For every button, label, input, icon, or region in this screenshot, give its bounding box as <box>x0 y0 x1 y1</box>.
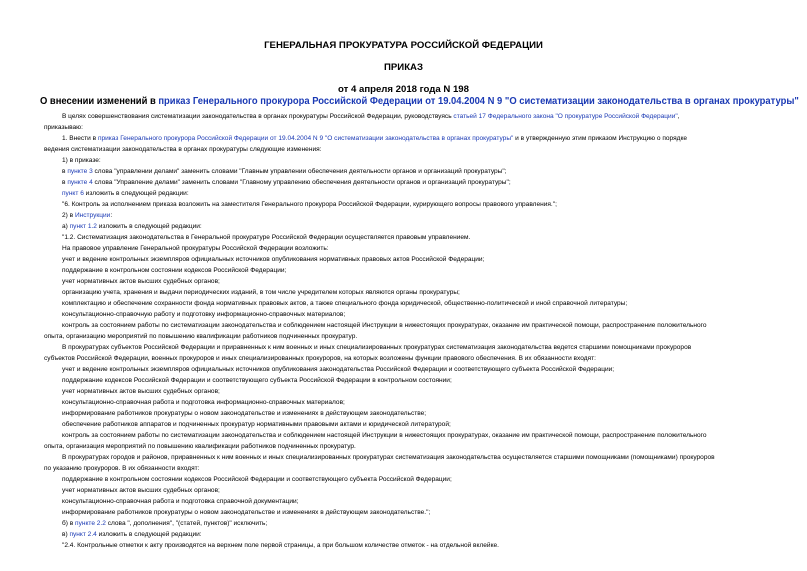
item-1-line <box>62 135 687 143</box>
paragraph-line: учет нормативных актов высших судебных органов; <box>62 278 220 285</box>
text-fragment: слова "Управление делами" заменить словами "Главному управлению обеспечения деятельности органов и организаций прокуратуры"; <box>92 179 511 186</box>
intro-line <box>62 113 680 121</box>
text-fragment: : <box>110 212 113 219</box>
paragraph-line: информирование работников прокуратуры о новом законодательстве и изменениях в действующем законодательстве; <box>62 410 427 417</box>
paragraph-line: контроль за состоянием работы по систематизации законодательства и соблюдением настоящей Инструкции в нижестоящих прокуратурах, оказание им практической помощи, распространение положительного <box>62 432 707 439</box>
paragraph-line: учет нормативных актов высших судебных органов; <box>62 388 220 395</box>
text-fragment: а) <box>62 223 70 230</box>
subitem-2 <box>62 212 112 220</box>
point-6-link[interactable]: пункт 6 <box>62 190 84 197</box>
paragraph-line: поддержание в контрольном состоянии кодексов Российской Федерации; <box>62 267 287 274</box>
paragraph-line: контроль за состоянием работы по систематизации законодательства и соблюдением настоящей Инструкции в нижестоящих прокуратурах, оказание им практической помощи, распространение положительного <box>62 322 707 329</box>
paragraph-line: комплектацию и обеспечение сохранности фонда нормативных правовых актов, а также специального фонда юридической, общественно-политической и иной справочной литературы; <box>62 300 628 307</box>
paragraph-line: учет и ведение контрольных экземпляров официальных источников опубликования нормативных правовых актов Российской Федерации; <box>62 256 485 263</box>
text-fragment: слова ", дополнения", "(статей, пунктов)" исключить; <box>105 520 268 527</box>
paragraph-line: опыта, организация мероприятий по повышению квалификации работников подчиненных прокуратур. <box>44 443 356 450</box>
paragraph-line: опыта, организацию мероприятий по повышению квалификации работников подчиненных прокуратур. <box>44 333 358 340</box>
document-date-number: от 4 апреля 2018 года N 198 <box>338 84 469 95</box>
paragraph-line: учет нормативных актов высших судебных органов; <box>62 487 220 494</box>
subitem-2-c <box>62 531 202 539</box>
paragraph-line: поддержание в контрольном состоянии кодексов Российской Федерации и соответствующего субъекта Российской Федерации; <box>62 476 452 483</box>
subitem-1-d: "6. Контроль за исполнением приказа возложить на заместителя Генерального прокурора Российской Федерации, курирующего вопросы правового управления."; <box>62 201 557 208</box>
text-fragment: 2) в <box>62 212 75 219</box>
title-link[interactable]: приказ Генерального прокурора Российской Федерации от 19.04.2004 N 9 "О систематизации законодательства в органах прокуратуры" <box>158 96 799 107</box>
text-fragment: изложить в следующей редакции: <box>83 190 189 197</box>
point-4-link[interactable]: пункте 4 <box>67 179 93 186</box>
paragraph-line: консультационно-справочную работу и подготовку информационно-справочных материалов; <box>62 311 346 318</box>
point-1-2-link[interactable]: пункт 1.2 <box>69 223 97 230</box>
subitem-1-a <box>62 168 507 176</box>
subitem-1-b <box>62 179 511 187</box>
paragraph-line: "2.4. Контрольные отметки к акту производятся на верхнем поле первой страницы, а при большом количестве отметок - на отдельной вклейке. <box>62 542 499 549</box>
subitem-2-a <box>62 223 202 231</box>
subitem-1: 1) в приказе: <box>62 157 101 164</box>
text-fragment: изложить в следующей редакции: <box>96 223 202 230</box>
law-article-link[interactable]: статьей 17 Федерального закона "О прокуратуре Российской Федерации" <box>453 113 678 120</box>
paragraph-line: учет и ведение контрольных экземпляров официальных источников опубликования законодательства Российской Федерации и соответствующего субъекта Российской Федерации; <box>62 366 615 373</box>
item-1-cont: ведения систематизации законодательства в органах прокуратуры следующие изменения: <box>44 146 322 153</box>
text-fragment: слова "управлении делами" заменить словами "Главным управлении обеспечения деятельности органов и организаций прокуратуры"; <box>92 168 507 175</box>
intro-text: В целях совершенствования систематизации законодательства в органах прокуратуры Российской Федерации, руководствуясь <box>62 113 454 120</box>
paragraph-line: организацию учета, хранения и выдачи периодических изданий, в том числе учредителем которых являются органы прокуратуры; <box>62 289 460 296</box>
point-2-2-link[interactable]: пункте 2.2 <box>75 520 106 527</box>
organization-heading: ГЕНЕРАЛЬНАЯ ПРОКУРАТУРА РОССИЙСКОЙ ФЕДЕРАЦИИ <box>264 40 543 51</box>
order-link[interactable]: приказ Генерального прокурора Российской Федерации от 19.04.2004 N 9 "О систематизации законодательства в органах прокуратуры" <box>97 135 514 142</box>
text-fragment: б) в <box>62 520 76 527</box>
title-prefix: О внесении изменений в <box>40 96 159 107</box>
item-1-text: 1. Внести в <box>62 135 98 142</box>
instruction-link[interactable]: Инструкции <box>74 212 111 219</box>
paragraph-line: В прокуратурах субъектов Российской Федерации и приравненных к ним военных и иных специализированных прокуратурах систематизация законодательства ведется старшими помощниками прокуроров <box>62 344 692 351</box>
point-2-4-link[interactable]: пункт 2.4 <box>69 531 97 538</box>
text-fragment: в <box>62 179 68 186</box>
paragraph-line: информирование работников прокуратуры о новом законодательстве и изменениях в действующем законодательстве."; <box>62 509 431 516</box>
subitem-2-b <box>62 520 267 528</box>
text-fragment: изложить в следующей редакции: <box>96 531 202 538</box>
paragraph-line: "1.2. Систематизация законодательства в Генеральной прокуратуре Российской Федерации осуществляется правовым управлением. <box>62 234 471 241</box>
point-3-link[interactable]: пункте 3 <box>67 168 93 175</box>
paragraph-line: консультационно-справочная работа и подготовка справочной документации; <box>62 498 299 505</box>
document-title <box>40 96 799 107</box>
paragraph-line: поддержание кодексов Российской Федерации и соответствующего субъекта Российской Федерации в контрольном состоянии; <box>62 377 452 384</box>
document-type: ПРИКАЗ <box>384 62 423 73</box>
item-1-text-end: и в утвержденную этим приказом Инструкцию о порядке <box>513 135 688 142</box>
paragraph-line: обеспечение работников аппаратов и подчиненных прокуратур нормативными правовыми актами и юридической литературой; <box>62 421 451 428</box>
intro-text-end: , <box>677 113 680 120</box>
order-word: приказываю: <box>44 124 83 131</box>
paragraph-line: консультационно-справочная работа и подготовка информационно-справочных материалов; <box>62 399 345 406</box>
paragraph-line: субъектов Российской Федерации, военных прокуроров и иных специализированных прокуроров, на которых возложены функции правового обеспечения. В их обязанности входят: <box>44 355 596 362</box>
text-fragment: в <box>62 168 68 175</box>
paragraph-line: В прокуратурах городов и районов, приравненных к ним военных и иных специализированных прокуратурах систематизация законодательства осуществляется старшими помощниками (помощниками) прокуроров <box>62 454 715 461</box>
paragraph-line: На правовое управление Генеральной прокуратуры Российской Федерации возложить: <box>62 245 329 252</box>
paragraph-line: по указанию прокуроров. В их обязанности входят: <box>44 465 200 472</box>
subitem-1-c <box>62 190 189 198</box>
text-fragment: в) <box>62 531 70 538</box>
